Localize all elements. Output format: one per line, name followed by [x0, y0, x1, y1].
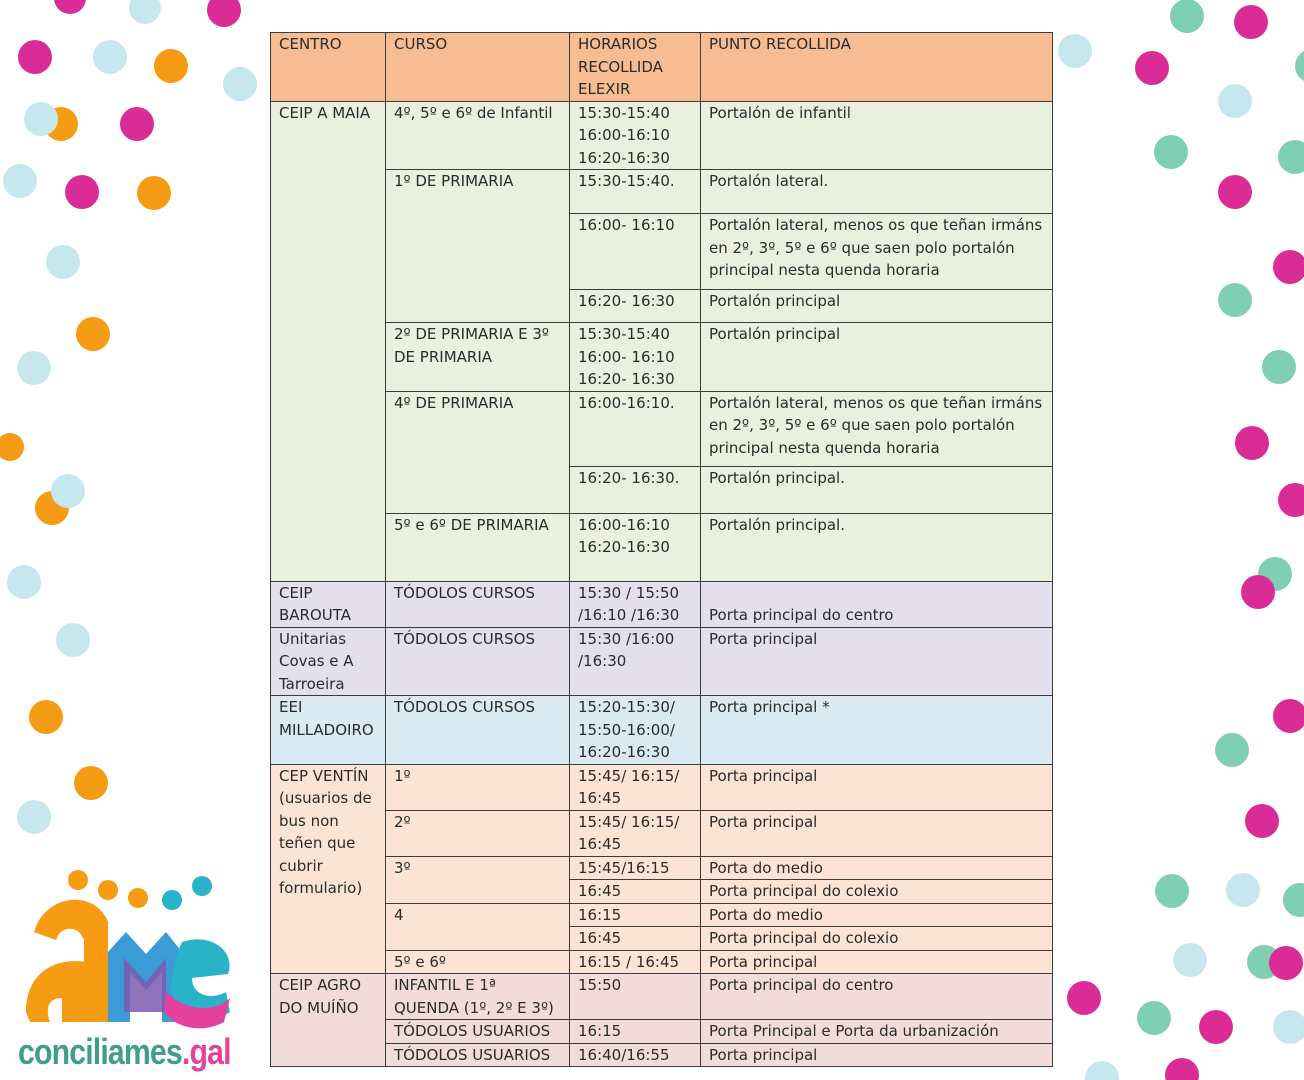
- horario-cell: 15:50: [570, 974, 701, 1020]
- punto-cell: Portalón principal: [701, 290, 1053, 323]
- curso-cell: 2º DE PRIMARIA E 3º DE PRIMARIA: [386, 323, 570, 392]
- punto-cell: Porta principal do colexio: [701, 927, 1053, 951]
- table-row: [271, 903, 1053, 927]
- table-row: [271, 856, 1053, 880]
- table-row: [271, 950, 1053, 974]
- punto-cell: Portalón principal.: [701, 466, 1053, 513]
- table-row: [271, 513, 1053, 581]
- table-row: [271, 391, 1053, 466]
- punto-cell: Porta principal do colexio: [701, 880, 1053, 904]
- horario-cell: 15:30-15:40.: [570, 170, 701, 214]
- horario-cell: 16:40/16:55: [570, 1043, 701, 1067]
- curso-cell: 4º DE PRIMARIA: [386, 391, 570, 513]
- curso-cell: 1º DE PRIMARIA: [386, 170, 570, 323]
- header-centro: CENTRO: [271, 33, 386, 102]
- punto-cell: Portalón principal.: [701, 513, 1053, 581]
- curso-cell: 3º: [386, 856, 570, 903]
- horario-cell: 15:20-15:30/ 15:50-16:00/ 16:20-16:30: [570, 696, 701, 765]
- curso-cell: 4: [386, 903, 570, 950]
- horario-cell: 16:15: [570, 903, 701, 927]
- horario-cell: 16:00- 16:10: [570, 214, 701, 290]
- curso-cell: 5º e 6º DE PRIMARIA: [386, 513, 570, 581]
- punto-cell: Porta principal: [701, 1043, 1053, 1067]
- punto-cell: Portalón lateral, menos os que teñan irmáns en 2º, 3º, 5º e 6º que saen polo portalón principal nesta quenda horaria: [701, 214, 1053, 290]
- punto-cell: Porta do medio: [701, 856, 1053, 880]
- pickup-schedule-table: [270, 32, 1053, 1067]
- header-punto: PUNTO RECOLLIDA: [701, 33, 1053, 102]
- horario-cell: 16:45: [570, 927, 701, 951]
- table-row: [271, 581, 1053, 627]
- table-row: [271, 1043, 1053, 1067]
- punto-cell: Portalón lateral.: [701, 170, 1053, 214]
- curso-cell: TÓDOLOS CURSOS: [386, 581, 570, 627]
- horario-cell: 16:00-16:10 16:20-16:30: [570, 513, 701, 581]
- table-row: [271, 764, 1053, 810]
- centro-cell: Unitarias Covas e A Tarroeira: [271, 627, 386, 696]
- horario-cell: 15:45/16:15: [570, 856, 701, 880]
- table-row: [271, 101, 1053, 170]
- centro-cell: CEIP A MAIA: [271, 101, 386, 581]
- horario-cell: 15:30 /16:00 /16:30: [570, 627, 701, 696]
- curso-cell: TÓDOLOS USUARIOS: [386, 1020, 570, 1044]
- centro-cell: CEP VENTÍN (usuarios de bus non teñen que cubrir formulario): [271, 764, 386, 974]
- centro-cell: EEI MILLADOIRO: [271, 696, 386, 765]
- centro-cell: CEIP AGRO DO MUÍÑO: [271, 974, 386, 1067]
- punto-cell: Porta do medio: [701, 903, 1053, 927]
- punto-cell: Portalón de infantil: [701, 101, 1053, 170]
- punto-cell: Porta principal: [701, 764, 1053, 810]
- horario-cell: 16:15: [570, 1020, 701, 1044]
- horario-cell: 15:45/ 16:15/ 16:45: [570, 764, 701, 810]
- table-row: [271, 974, 1053, 1020]
- horario-cell: 16:00-16:10.: [570, 391, 701, 466]
- curso-cell: 5º e 6º: [386, 950, 570, 974]
- table-row: [271, 323, 1053, 392]
- horario-cell: 16:20- 16:30: [570, 290, 701, 323]
- curso-cell: INFANTIL E 1ª QUENDA (1º, 2º E 3º): [386, 974, 570, 1020]
- punto-cell: Portalón principal: [701, 323, 1053, 392]
- curso-cell: TÓDOLOS CURSOS: [386, 696, 570, 765]
- punto-cell: Porta principal: [701, 950, 1053, 974]
- punto-cell: Porta principal *: [701, 696, 1053, 765]
- schedule-sheet: [270, 32, 1052, 1064]
- header-horarios: HORARIOS RECOLLIDA ELEXIR: [570, 33, 701, 102]
- table-row: [271, 170, 1053, 214]
- horario-cell: 15:45/ 16:15/ 16:45: [570, 810, 701, 856]
- table-row: [271, 1020, 1053, 1044]
- punto-cell: Porta principal: [701, 810, 1053, 856]
- curso-cell: TÓDOLOS USUARIOS: [386, 1043, 570, 1067]
- punto-cell: Porta principal do centro: [701, 974, 1053, 1020]
- curso-cell: TÓDOLOS CURSOS: [386, 627, 570, 696]
- table-row: [271, 696, 1053, 765]
- table-header-row: [271, 33, 1053, 102]
- table-row: [271, 627, 1053, 696]
- centro-cell: CEIP BAROUTA: [271, 581, 386, 627]
- curso-cell: 2º: [386, 810, 570, 856]
- header-curso: CURSO: [386, 33, 570, 102]
- horario-cell: 15:30 / 15:50 /16:10 /16:30: [570, 581, 701, 627]
- horario-cell: 16:45: [570, 880, 701, 904]
- punto-cell: Porta Principal e Porta da urbanización: [701, 1020, 1053, 1044]
- table-row: [271, 810, 1053, 856]
- curso-cell: 4º, 5º e 6º de Infantil: [386, 101, 570, 170]
- logo-wordmark: conciliames.gal: [18, 1031, 231, 1072]
- punto-cell: Porta principal do centro: [701, 581, 1053, 627]
- horario-cell: 16:20- 16:30.: [570, 466, 701, 513]
- horario-cell: 15:30-15:40 16:00- 16:10 16:20- 16:30: [570, 323, 701, 392]
- horario-cell: 15:30-15:40 16:00-16:10 16:20-16:30: [570, 101, 701, 170]
- curso-cell: 1º: [386, 764, 570, 810]
- punto-cell: Porta principal: [701, 627, 1053, 696]
- horario-cell: 16:15 / 16:45: [570, 950, 701, 974]
- punto-cell: Portalón lateral, menos os que teñan irmáns en 2º, 3º, 5º e 6º que saen polo portalón principal nesta quenda horaria: [701, 391, 1053, 466]
